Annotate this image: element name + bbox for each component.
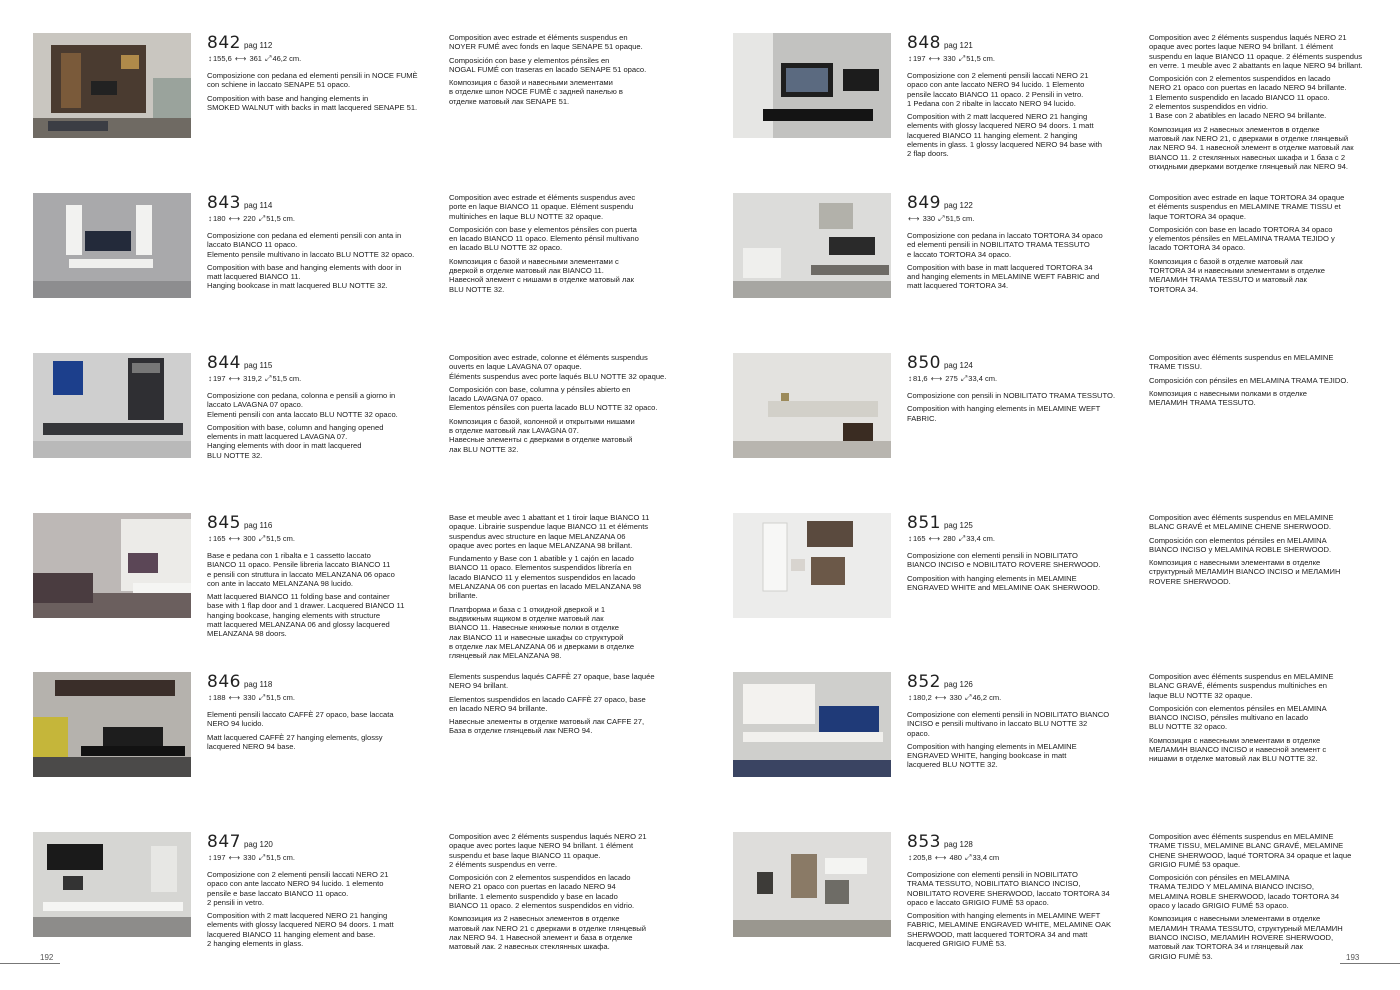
depth-icon: ⤢ (965, 853, 972, 862)
text-italian: Composizione con 2 elementi pensili laccati NERO 21 opaco con ante laccato NERO 94 lucido. 1 elemento pensile e base laccato BIANCO 11 opaco. 2 pensili in vetro. (207, 870, 389, 907)
height-icon: ↕ (908, 534, 912, 543)
composition-number: 848 (907, 33, 941, 53)
width-icon: ⟷ (228, 853, 241, 862)
depth-icon: ⤢ (258, 693, 266, 702)
text-russian: Композиция из 2 навесных элементов в отделке матовый лак NERO 21, с дверками в отделке глянцевый лак NERO 94. 1 навесной элемент в отделке матовый лак BIANCO 11. 2 стеклянных навесных шкафа и 1 база с 2 откидными дверками вотделке глянцевый лак NERO 94. (1149, 124, 1354, 171)
depth-icon: ⤢ (258, 214, 266, 223)
height-icon: ↕ (208, 214, 212, 223)
text-spanish: Composición con elementos pénsiles en MELAMINA BIANCO INCISO, pénsiles multivano en lacado BLU NOTTE 32 opaco. (1149, 703, 1327, 732)
page-reference: pag 128 (943, 840, 973, 849)
width-icon: ⟷ (908, 214, 920, 223)
composition-number: 847 (207, 832, 241, 852)
text-spanish: Composición con elementos pénsiles en MELAMINA BIANCO INCISO y MELAMINA ROBLE SHERWOOD. (1149, 535, 1332, 554)
text-spanish: Composición con base y elementos pénsiles en NOGAL FUMÉ con traseras en lacado SENAPE 51 opaco. (449, 55, 647, 74)
text-spanish: Composición con base y elementos pénsiles con puerta en lacado BIANCO 11 opaco. Elemento pénsil multivano en lacado BLU NOTTE 32 opaco. (449, 224, 639, 253)
dimensions: ↕180 ⟷ 220 ⤢51,5 cm. (208, 214, 295, 223)
text-italian: Composizione con elementi pensili in NOBILITATO BIANCO INCISO e NOBILITATO ROVERE SHERWOOD. (907, 551, 1101, 570)
text-english: Composition with base in matt lacquered TORTORA 34 and hanging elements in MELAMINE WEFT FABRIC and matt lacquered TORTORA 34. (907, 262, 1100, 291)
photo-850 (733, 353, 891, 458)
photo-849 (733, 193, 891, 298)
dimensions: ↕205,8 ⟷ 480 ⤢33,4 cm (908, 853, 1000, 862)
text-italian: Base e pedana con 1 ribalta e 1 cassetto laccato BIANCO 11 opaco. Pensile libreria laccato BIANCO 11 e pensili con struttura in laccato MELANZANA 06 opaco con ante in laccato MELANZANA 98 lucido. (207, 551, 395, 588)
text-spanish: Fundamento y Base con 1 abatible y 1 cajón en lacado BIANCO 11 opaco. Elementos suspendidos librería en lacado BIANCO 11 y elementos suspendidos en lacado MELANZANA 06 con puertas en lacado MELANZANA 98 brillante. (449, 554, 642, 601)
footer-rule-right (1340, 963, 1400, 964)
photo-851 (733, 513, 891, 618)
dimensions: ↕197 ⟷ 319,2 ⤢51,5 cm. (208, 374, 302, 383)
depth-icon: ⤢ (258, 853, 266, 862)
dimensions: ↕197 ⟷ 330 ⤢51,5 cm. (208, 853, 295, 862)
photo-843 (33, 193, 191, 298)
text-russian: Композиция с базой, колонной и открытыми нишами в отделке матовый лак LAVAGNA 07. Навесные элементы с дверками в отделке матовый лак BLU NOTTE 32. (449, 416, 635, 454)
text-russian: Композиция из 2 навесных элементов в отделке матовый лак NERO 21 с дверками в отделке глянцевый лак NERO 94. 1 Навесной элемент и база в отделке матовый лак. 2 навесных стеклянных шкафа. (449, 914, 647, 952)
text-english: Matt lacquered BIANCO 11 folding base and container base with 1 flap door and 1 drawer. Lacquered BIANCO 11 hanging bookcase, hanging elements with structure matt lacquered MELANZANA 06 and glossy lacquered MELANZANA 98 doors. (207, 592, 405, 639)
dimensions: ⟷ 330 ⤢51,5 cm. (908, 214, 975, 223)
text-russian: Композиция с навесными полками в отделке МЕЛАМИН TRAMA TESSUTO. (1149, 388, 1307, 408)
text-russian: Платформа и база с 1 откидной дверкой и 1 выдвижным ящиком в отделке матовый лак BIANCO 11. Навесные книжные полки в отделке лак BIANCO 11 и навесные шкафы со структурой в отделке лак MELANZANA 06 и дверками в отделке глянцевый лак MELANZANA 98. (449, 604, 635, 661)
depth-icon: ⤢ (265, 54, 272, 63)
width-icon: ⟷ (934, 853, 947, 862)
page-reference: pag 112 (243, 41, 273, 50)
text-english: Composition with hanging elements in MELAMINE ENGRAVED WHITE, hanging bookcase in matt lacquered BLU NOTTE 32. (907, 741, 1077, 770)
height-icon: ↕ (208, 54, 212, 63)
composition-number: 843 (207, 193, 241, 213)
text-french: Composition avec estrade, colonne et éléments suspendus ouverts en laque LAVAGNA 07 opaque. Éléments suspendus avec porte laqués BLU NOTTE 32 opaque. (449, 353, 667, 381)
text-french: Elements suspendus laqués CAFFÈ 27 opaque, base laquée NERO 94 brillant. (449, 672, 655, 691)
text-french: Composition avec 2 éléments suspendus laqués NERO 21 opaque avec portes laque NERO 94 brillant. 1 élément suspendu en laque BIANCO 11 opaque. 2 éléments suspendus en verre. 1 meuble avec 2 abattants en laque NERO 94 brillant. (1149, 33, 1363, 70)
text-russian: Композиция с навесными элементами в отделке структурный МЕЛАМИН BIANCO INCISO и МЕЛАМИН ROVERE SHERWOOD. (1149, 558, 1341, 586)
text-italian: Composizione con pedana, colonna e pensili a giorno in laccato LAVAGNA 07 opaco. Elementi pensili con anta laccato BLU NOTTE 32 opaco. (207, 391, 398, 419)
dimensions: ↕197 ⟷ 330 ⤢51,5 cm. (908, 54, 995, 63)
text-italian: Elementi pensili laccato CAFFÈ 27 opaco, base laccata NERO 94 lucido. (207, 710, 394, 729)
text-french: Composition avec estrade et éléments suspendus avec porte en laque BIANCO 11 opaque. Elément suspendu multiniches en laque BLU NOTTE 32 opaque. (449, 193, 636, 221)
height-icon: ↕ (208, 693, 212, 702)
text-spanish: Composición con base en lacado TORTORA 34 opaco y elementos pénsiles en MELAMINA TRAMA TEJIDO y lacado TORTORA 34 opaco. (1149, 224, 1335, 253)
composition-number: 852 (907, 672, 941, 692)
page-reference: pag 125 (943, 521, 973, 530)
composition-number: 853 (907, 832, 941, 852)
photo-847 (33, 832, 191, 937)
depth-icon: ⤢ (958, 534, 966, 543)
text-spanish: Composición con 2 elementos suspendidos en lacado NERO 21 opaco con puertas en lacado NERO 94 brillante. 1 Elemento suspendido en lacado BIANCO 11 opaco. 2 elementos suspendidos en vidrio. 1 Base con 2 abatibles en lacado NERO 94 brillante. (1149, 74, 1347, 121)
photo-845 (33, 513, 191, 618)
page-number-right: 193 (1346, 953, 1360, 962)
text-russian: Композиция с навесными элементами в отделке МЕЛАМИН BIANCO INCISO и навесной элемент с нишами в отделке матовый лак BLU NOTTE 32. (1149, 735, 1327, 764)
text-english: Composition with hanging elements in MELAMINE WEFT FABRIC. (907, 404, 1101, 423)
text-russian: Навесные элементы в отделке матовый лак CAFFE 27, База в отделке глянцевый лак NERO 94. (449, 717, 645, 736)
text-english: Composition with 2 matt lacquered NERO 21 hanging elements with glossy lacquered NERO 94 doors. 1 matt lacquered BIANCO 11 hanging element. 2 hanging elements in glass. 1 glossy lacquered NERO 94 base with 2 flap doors. (907, 112, 1103, 159)
text-english: Composition with base, column and hanging opened elements in matt lacquered LAVAGNA 07. Hanging elements with door in matt lacquered BLU NOTTE 32. (207, 422, 384, 460)
page-reference: pag 115 (243, 361, 273, 370)
text-english: Composition with hanging elements in MELAMINE ENGRAVED WHITE and MELAMINE OAK SHERWOOD. (907, 573, 1100, 592)
width-icon: ⟷ (930, 374, 943, 383)
photo-853 (733, 832, 891, 937)
width-icon: ⟷ (228, 693, 241, 702)
text-french: Composition avec éléments suspendus en MELAMINE BLANC GRAVÉ et MELAMINE CHENE SHERWOOD. (1149, 513, 1334, 532)
page-reference: pag 122 (943, 201, 973, 210)
text-english: Composition with 2 matt lacquered NERO 21 hanging elements with glossy lacquered NERO 94 doors. 1 matt lacquered BIANCO 11 hanging element and base. 2 hanging elements in glass. (207, 911, 394, 949)
width-icon: ⟷ (228, 534, 241, 543)
height-icon: ↕ (208, 374, 212, 383)
text-french: Composition avec éléments suspendus en MELAMINE BLANC GRAVÉ, éléments suspendus multiniches en laque BLU NOTTE 32 opaque. (1149, 672, 1334, 700)
depth-icon: ⤢ (958, 54, 966, 63)
text-italian: Composizione con elementi pensili in NOBILITATO BIANCO INCISO e pensili multivano in laccato BLU NOTTE 32 opaco. (907, 710, 1110, 738)
width-icon: ⟷ (934, 693, 947, 702)
text-spanish: Composición con pénsiles en MELAMINA TRAMA TEJIDO. (1149, 375, 1349, 385)
text-english: Composition with base and hanging elements with door in matt lacquered BIANCO 11. Hanging bookcase in matt lacquered BLU NOTTE 32. (207, 262, 402, 291)
text-spanish: Composición con 2 elementos suspendidos en lacado NERO 21 opaco con puertas en lacado NERO 94 brillante. 1 elemento suspendido y base en lacado BIANCO 11 opaco. 2 elementos suspendidos en vidrio. (449, 873, 635, 911)
dimensions: ↕188 ⟷ 330 ⤢51,5 cm. (208, 693, 295, 702)
composition-number: 850 (907, 353, 941, 373)
page-reference: pag 124 (943, 361, 973, 370)
text-french: Composition avec éléments suspendus en MELAMINE TRAME TISSU. (1149, 353, 1334, 372)
depth-icon: ⤢ (965, 693, 972, 702)
height-icon: ↕ (908, 693, 912, 702)
text-italian: Composizione con pedana ed elementi pensili in NOCE FUMÈ con schiene in laccato SENAPE 51 opaco. (207, 71, 418, 90)
width-icon: ⟷ (234, 54, 247, 63)
photo-846 (33, 672, 191, 777)
depth-icon: ⤢ (258, 534, 266, 543)
text-russian: Композиция с базой и навесными элементами с дверкой в отделке матовый лак BIANCO 11. Навесной элемент с нишами в отделке матовый лак BLU NOTTE 32. (449, 256, 634, 294)
photo-852 (733, 672, 891, 777)
width-icon: ⟷ (228, 214, 241, 223)
depth-icon: ⤢ (265, 374, 272, 383)
photo-844 (33, 353, 191, 458)
photo-848 (733, 33, 891, 138)
text-french: Composition avec éléments suspendus en MELAMINE TRAME TISSU, MELAMINE BLANC GRAVÉ, MELAMINE CHENE SHERWOOD, laqué TORTORA 34 opaque et laque GRIGIO FUMÉ 53 opaque. (1149, 832, 1352, 869)
composition-number: 846 (207, 672, 241, 692)
dimensions: ↕81,6 ⟷ 275 ⤢33,4 cm. (908, 374, 998, 383)
dimensions: ↕180,2 ⟷ 330 ⤢46,2 cm. (908, 693, 1002, 702)
text-italian: Composizione con pedana in laccato TORTORA 34 opaco ed elementi pensili in NOBILITATO TRAMA TESSUTO e laccato TORTORA 34 opaco. (907, 231, 1103, 259)
width-icon: ⟷ (928, 54, 941, 63)
composition-number: 845 (207, 513, 241, 533)
footer-rule-left (0, 963, 60, 964)
text-russian: Композиция с базой в отделке матовый лак TORTORA 34 и навесными элементами в отделке МЕЛАМИН TRAMA TESSUTO и матовый лак TORTORA 34. (1149, 256, 1325, 294)
height-icon: ↕ (208, 534, 212, 543)
text-italian: Composizione con 2 elementi pensili laccati NERO 21 opaco con ante laccato NERO 94 lucido. 1 Elemento pensile laccato BIANCO 11 opaco. 2 Pensili in vetro. 1 Pedana con 2 ribalte in laccato NERO 94 lucido. (907, 71, 1089, 108)
depth-icon: ⤢ (960, 374, 968, 383)
text-spanish: Composición con base, columna y pénsiles abierto en lacado LAVAGNA 07 opaco. Elementos pénsiles con puerta lacado BLU NOTTE 32 opaco. (449, 384, 658, 413)
page-reference: pag 120 (243, 840, 273, 849)
text-spanish: Elementos suspendidos en lacado CAFFÈ 27 opaco, base en lacado NERO 94 brillante. (449, 694, 646, 713)
height-icon: ↕ (908, 374, 912, 383)
text-french: Composition avec estrade et éléments suspendus en NOYER FUMÉ avec fonds en laque SENAPE 51 opaque. (449, 33, 643, 52)
text-french: Base et meuble avec 1 abattant et 1 tiroir laque BIANCO 11 opaque. Librairie suspendue laque BIANCO 11 et éléments suspendus avec structure en laque MELANZANA 06 opaque avec portes en laque MELANZANA 98 brillant. (449, 513, 650, 550)
text-russian: Композиция с базой и навесными элементами в отделке шпон NOCE FUMÈ с задней панелью в отделке матовый лак SENAPE 51. (449, 78, 623, 106)
height-icon: ↕ (908, 853, 912, 862)
width-icon: ⟷ (928, 534, 941, 543)
text-italian: Composizione con elementi pensili in NOBILITATO TRAMA TESSUTO, NOBILITATO BIANCO INCISO, NOBILITATO ROVERE SHERWOOD, laccato TORTORA 34 opaco e laccato GRIGIO FUMÈ 53 opaco. (907, 870, 1110, 907)
text-english: Composition with hanging elements in MELAMINE WEFT FABRIC, MELAMINE ENGRAVED WHITE, MELAMINE OAK SHERWOOD, matt lacquered TORTORA 34 and matt lacquered GRIGIO FUMÈ 53. (907, 911, 1112, 949)
text-french: Composition avec 2 éléments suspendus laqués NERO 21 opaque avec portes laque NERO 94 brillant. 1 élément suspendu et base laque BIANCO 11 opaque. 2 éléments suspendus en verre. (449, 832, 647, 869)
text-italian: Composizione con pensili in NOBILITATO TRAMA TESSUTO. (907, 391, 1116, 400)
text-spanish: Composición con pénsiles en MELAMINA TRAMA TEJIDO Y MELAMINA BIANCO INCISO, MELAMINA ROBLE SHERWOOD, lacado TORTORA 34 opaco y lacado GRIGIO FUMÉ 53 opaco. (1149, 873, 1340, 911)
text-english: Matt lacquered CAFFÈ 27 hanging elements, glossy lacquered NERO 94 base. (207, 732, 383, 751)
page-number-left: 192 (40, 953, 54, 962)
page-reference: pag 126 (943, 680, 973, 689)
text-french: Composition avec estrade en laque TORTORA 34 opaque et éléments suspendus en MELAMINE TRAME TISSU et laque TORTORA 34 opaque. (1149, 193, 1345, 221)
page-reference: pag 121 (943, 41, 973, 50)
text-italian: Composizione con pedana ed elementi pensili con anta in laccato BIANCO 11 opaco. Elemento pensile multivano in laccato BLU NOTTE 32 opaco. (207, 231, 415, 259)
text-english: Composition with base and hanging elements in SMOKED WALNUT with backs in matt lacquered SENAPE 51. (207, 93, 418, 112)
photo-842 (33, 33, 191, 138)
page-reference: pag 114 (243, 201, 273, 210)
dimensions: ↕165 ⟷ 300 ⤢51,5 cm. (208, 534, 295, 543)
text-russian: Композиция с навесными элементами в отделке МЕЛАМИН TRAMA TESSUTO, структурный МЕЛАМИН BIANCO INCISO, МЕЛАМИН ROVERE SHERWOOD, матовый лак TORTORA 34 и глянцевый лак GRIGIO FUMÈ 53. (1149, 914, 1343, 961)
page-reference: pag 116 (243, 521, 273, 530)
composition-number: 851 (907, 513, 941, 533)
dimensions: ↕155,6 ⟷ 361 ⤢46,2 cm. (208, 54, 302, 63)
composition-number: 849 (907, 193, 941, 213)
composition-number: 842 (207, 33, 241, 53)
page-reference: pag 118 (243, 680, 273, 689)
composition-number: 844 (207, 353, 241, 373)
width-icon: ⟷ (228, 374, 241, 383)
dimensions: ↕165 ⟷ 280 ⤢33,4 cm. (908, 534, 995, 543)
height-icon: ↕ (208, 853, 212, 862)
depth-icon: ⤢ (938, 214, 945, 223)
height-icon: ↕ (908, 54, 912, 63)
